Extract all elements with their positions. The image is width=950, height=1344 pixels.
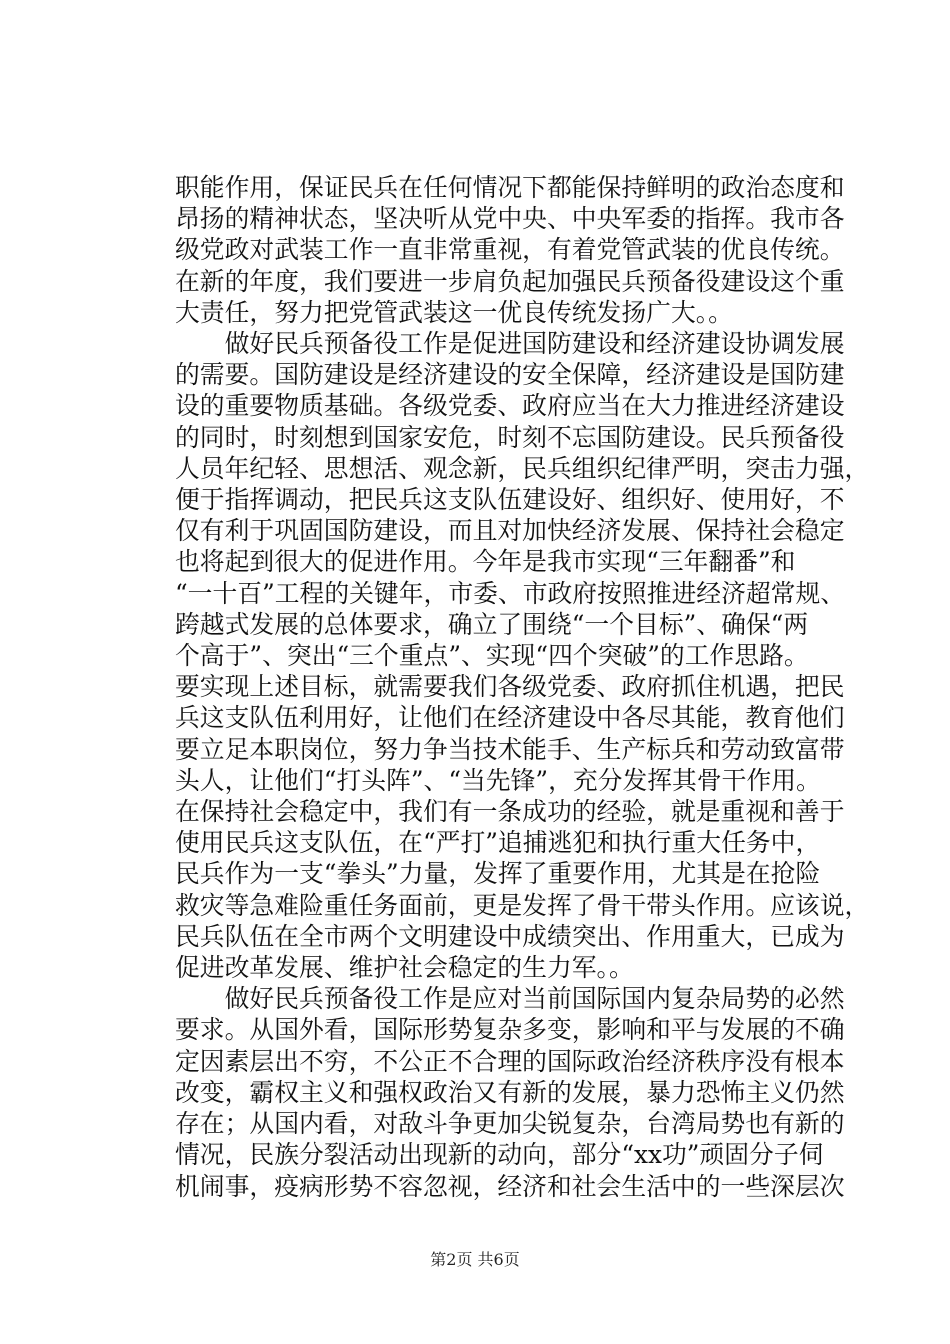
- text-line: 职能作用，保证民兵在任何情况下都能保持鲜明的政治态度和: [175, 173, 845, 202]
- text-line: 仅有利于巩固国防建设，而且对加快经济发展、保持社会稳定: [175, 516, 845, 546]
- document-body: [175, 172, 870, 1202]
- text-line: 救灾等急难险重任务面前，更是发挥了骨干带头作用。应该说，: [175, 890, 870, 920]
- paragraph: [175, 172, 845, 328]
- paragraph: [175, 328, 870, 983]
- text-line: 昂扬的精神状态，坚决听从党中央、中央军委的指挥。我市各: [175, 204, 845, 234]
- text-line: 要立足本职岗位，努力争当技术能手、生产标兵和劳动致富带: [175, 734, 845, 764]
- text-line: 情况，民族分裂活动出现新的动向，部分“xx功”顽固分子伺: [175, 1140, 824, 1170]
- text-line: 在新的年度，我们要进一步肩负起加强民兵预备役建设这个重: [175, 266, 845, 296]
- text-line: 民兵队伍在全市两个文明建设中成绩突出、作用重大，已成为: [175, 921, 845, 951]
- text-line: 定因素层出不穷，不公正不合理的国际政治经济秩序没有根本: [175, 1046, 845, 1076]
- text-line: 设的重要物质基础。各级党委、政府应当在大力推进经济建设: [175, 391, 845, 421]
- text-line: 机闹事，疫病形势不容忽视，经济和社会生活中的一些深层次: [175, 1171, 845, 1201]
- text-line: 跨越式发展的总体要求，确立了围绕“一个目标”、确保“两: [175, 609, 809, 639]
- text-line: 兵这支队伍利用好，让他们在经济建设中各尽其能，教育他们: [175, 703, 845, 733]
- text-line: 使用民兵这支队伍，在“严打”追捕逃犯和执行重大任务中，: [175, 828, 821, 858]
- text-line: 在保持社会稳定中，我们有一条成功的经验，就是重视和善于: [175, 797, 845, 827]
- text-line: 促进改革发展、维护社会稳定的生力军。。: [175, 953, 634, 983]
- text-line: “一十百”工程的关键年，市委、市政府按照推进经济超常规、: [175, 578, 846, 608]
- text-line: 也将起到很大的促进作用。今年是我市实现“三年翻番”和: [175, 547, 796, 577]
- text-line: 的同时，时刻想到国家安危，时刻不忘国防建设。民兵预备役: [175, 422, 845, 452]
- page-footer: 第2页 共6页: [430, 1250, 520, 1269]
- paragraph: [175, 983, 845, 1201]
- text-line: 个高于”、突出“三个重点”、实现“四个突破”的工作思路。: [175, 641, 809, 671]
- text-line: 要实现上述目标，就需要我们各级党委、政府抓住机遇，把民: [175, 672, 845, 702]
- text-line: 要求。从国外看，国际形势复杂多变，影响和平与发展的不确: [175, 1015, 845, 1045]
- text-line: 存在；从国内看，对敌斗争更加尖锐复杂，台湾局势也有新的: [175, 1109, 845, 1139]
- text-line: 人员年纪轻、思想活、观念新，民兵组织纪律严明，突击力强，: [175, 453, 870, 483]
- text-line: 级党政对武装工作一直非常重视，有着党管武装的优良传统。: [175, 235, 845, 265]
- text-line: 改变，霸权主义和强权政治又有新的发展，暴力恐怖主义仍然: [175, 1077, 845, 1107]
- text-line: 便于指挥调动，把民兵这支队伍建设好、组织好、使用好，不: [175, 485, 845, 515]
- text-line: 民兵作为一支“拳头”力量，发挥了重要作用，尤其是在抢险: [175, 859, 821, 889]
- text-line: 大责任，努力把党管武装这一优良传统发扬广大。。: [175, 297, 733, 327]
- text-line: 头人，让他们“打头阵”、“当先锋”，充分发挥其骨干作用。: [175, 765, 821, 795]
- text-line: 做好民兵预备役工作是促进国防建设和经济建设协调发展: [224, 329, 845, 359]
- text-line: 的需要。国防建设是经济建设的安全保障，经济建设是国防建: [175, 360, 845, 390]
- text-line: 做好民兵预备役工作是应对当前国际国内复杂局势的必然: [224, 984, 845, 1014]
